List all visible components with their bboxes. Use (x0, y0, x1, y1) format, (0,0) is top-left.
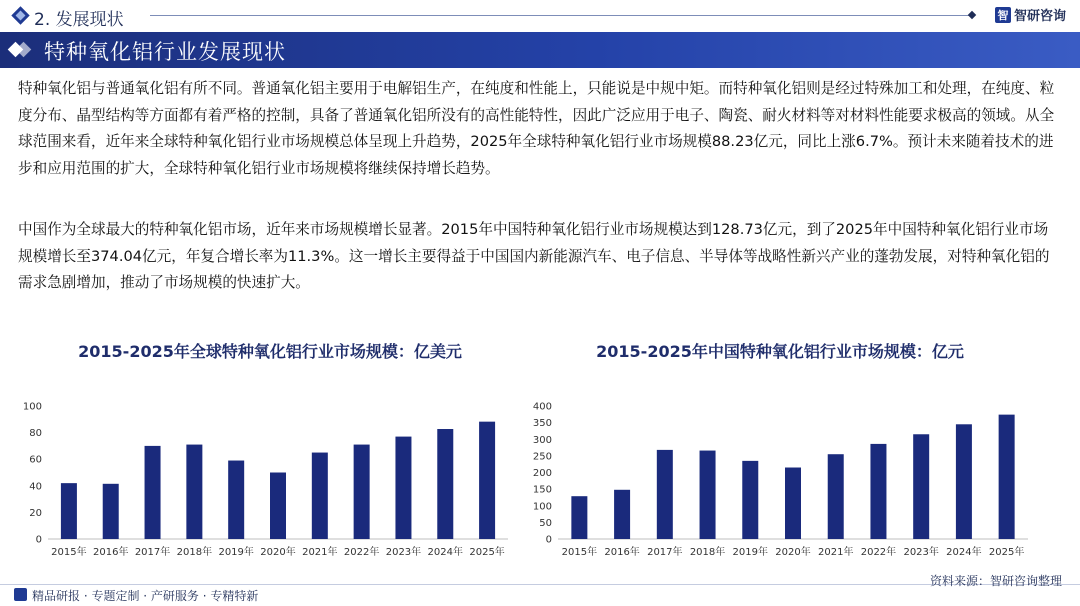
x-tick-label: 2023年 (385, 547, 422, 558)
y-tick-label: 80 (29, 428, 42, 440)
y-tick-label: 50 (539, 517, 552, 529)
y-tick-label: 350 (532, 418, 552, 430)
x-tick-label: 2016年 (604, 547, 640, 558)
china-market-bar-chart (530, 394, 1040, 569)
x-tick-label: 2023年 (903, 547, 939, 558)
footer (0, 580, 1080, 606)
bar-2016年 (614, 490, 630, 539)
body-paragraph-china: 中国作为全球最大的特种氧化铝市场，近年来市场规模增长显著。2015年中国特种氧化铝行业市场规模达到128.73亿元，到了2025年中国特种氧化铝行业市场规模增长至374.04亿元，年复合增长率为11.3%。这一增长主要得益于中国国内新能源汽车、电子信息、半导体等战略性新兴产业的蓬勃发展，对特种氧化铝的需求急剧增加，推动了市场规模的快速扩大。 (18, 221, 1050, 291)
x-tick-label: 2021年 (818, 547, 854, 558)
footer-divider (0, 584, 1080, 585)
diamond-icon (11, 6, 29, 24)
bar-2021年 (828, 454, 844, 539)
y-tick-label: 300 (532, 434, 552, 446)
bar-2020年 (785, 468, 801, 539)
global-market-bar-chart (0, 394, 520, 569)
title-banner (0, 32, 1080, 68)
bar-2015年 (61, 483, 77, 539)
data-source-note: 资料来源：智研咨询整理 (929, 574, 1062, 588)
x-tick-label: 2022年 (343, 547, 380, 558)
bar-2020年 (270, 473, 286, 540)
bar-2019年 (228, 461, 244, 539)
y-tick-label: 20 (29, 507, 42, 519)
x-tick-label: 2024年 (427, 547, 463, 558)
bar-2022年 (870, 444, 886, 539)
y-tick-label: 0 (545, 534, 552, 546)
y-tick-label: 60 (29, 454, 42, 466)
x-tick-label: 2017年 (134, 547, 171, 558)
bar-2025年 (479, 422, 495, 539)
page-title: 特种氧化铝行业发展现状 (44, 40, 286, 64)
x-tick-label: 2022年 (860, 547, 897, 558)
x-tick-label: 2019年 (732, 547, 768, 558)
x-tick-label: 2019年 (218, 547, 254, 558)
x-tick-label: 2020年 (260, 547, 296, 558)
bar-2017年 (145, 446, 161, 539)
body-paragraph-global: 特种氧化铝与普通氧化铝有所不同。普通氧化铝主要用于电解铝生产，在纯度和性能上，只能说是中规中矩。而特种氧化铝则是经过特殊加工和处理，在纯度、粒度分布、晶型结构等方面都有着严格的控制，具备了普通氧化铝所没有的高性能特性，因此广泛应用于电子、陶瓷、耐火材料等对材料性能要求极高的领域。从全球范围来看，近年来全球特种氧化铝行业市场规模总体呈现上升趋势，2025年全球特种氧化铝行业市场规模88.23亿元，同比上涨6.7%。预计未来随着技术的进步和应用范围的扩大，全球特种氧化铝行业市场规模将继续保持增长趋势。 (18, 80, 1055, 177)
x-tick-label: 2020年 (775, 547, 811, 558)
footer-tagline: 精品研报 · 专题定制 · 产研服务 · 专精特新 (32, 589, 259, 603)
chart-title-global: 2015-2025年全球特种氧化铝行业市场规模：亿美元 (78, 342, 462, 361)
footer-logo-icon (14, 588, 27, 601)
y-tick-label: 250 (532, 451, 552, 463)
section-title: 2. 发展现状 (34, 10, 124, 30)
bar-2021年 (312, 453, 328, 539)
bar-2015年 (571, 496, 587, 539)
double-diamond-icon (10, 40, 30, 60)
brand-logo (995, 5, 1066, 24)
bar-2025年 (999, 415, 1015, 539)
y-tick-label: 100 (22, 401, 42, 413)
bar-2018年 (186, 445, 202, 539)
bar-2018年 (700, 451, 716, 539)
y-tick-label: 150 (532, 484, 552, 496)
chart-title-china: 2015-2025年中国特种氧化铝行业市场规模：亿元 (596, 342, 964, 361)
top-bar (0, 0, 1080, 32)
y-tick-label: 0 (35, 534, 42, 546)
header-divider (150, 15, 972, 16)
brand-logo-icon: 智 (995, 7, 1011, 23)
bar-2023年 (395, 437, 411, 539)
brand-name: 智研咨询 (1013, 9, 1066, 24)
x-tick-label: 2018年 (176, 547, 213, 558)
x-tick-label: 2018年 (689, 547, 726, 558)
x-tick-label: 2021年 (302, 547, 338, 558)
bar-2019年 (742, 461, 758, 539)
y-tick-label: 200 (532, 468, 552, 479)
x-tick-label: 2016年 (93, 547, 129, 558)
x-tick-label: 2017年 (647, 547, 683, 558)
x-tick-label: 2024年 (946, 547, 982, 558)
bar-2016年 (103, 484, 119, 539)
y-tick-label: 40 (29, 481, 42, 493)
x-tick-label: 2025年 (469, 547, 505, 558)
bar-2022年 (354, 445, 370, 539)
bar-2023年 (913, 434, 929, 539)
bar-2024年 (956, 424, 972, 539)
y-tick-label: 100 (532, 501, 552, 513)
x-tick-label: 2015年 (561, 547, 598, 558)
y-tick-label: 400 (532, 401, 552, 413)
bar-2017年 (657, 450, 673, 539)
bar-2024年 (437, 429, 453, 539)
x-tick-label: 2025年 (988, 547, 1025, 558)
divider-diamond-icon (968, 11, 976, 19)
x-tick-label: 2015年 (51, 547, 87, 558)
